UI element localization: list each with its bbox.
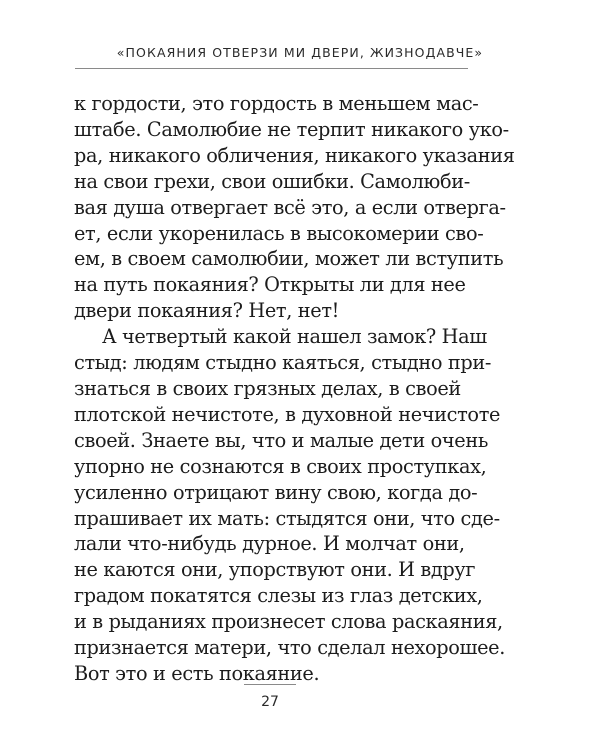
text-line: штабе. Самолюбие не терпит никакого уко- xyxy=(74,117,509,141)
text-line: лали что-нибудь дурное. И молчат они, xyxy=(74,532,465,556)
text-line: стыд: людям стыдно каяться, стыдно при- xyxy=(74,351,492,375)
text-line: и в рыданиях произнесет слова раскаяния, xyxy=(74,610,503,634)
text-line: признается матери, что сделал нехорошее. xyxy=(74,636,506,660)
page-body xyxy=(74,91,515,687)
text-line: плотской нечистоте, в духовной нечистоте xyxy=(74,402,501,426)
text-line: вая душа отвергает всё это, а если отверга- xyxy=(74,195,506,219)
footer-divider xyxy=(244,684,296,685)
header-divider xyxy=(75,68,468,69)
text-line: на свои грехи, свои ошибки. Самолюби- xyxy=(74,169,470,193)
text-line: ем, в своем самолюбии, может ли вступить xyxy=(74,247,504,271)
running-header: «ПОКАЯНИЯ ОТВЕРЗИ МИ ДВЕРИ, ЖИЗНОДАВЧЕ» xyxy=(116,45,484,60)
text-line: ет, если укоренилась в высокомерии сво- xyxy=(74,221,484,245)
text-line: ра, никакого обличения, никакого указания xyxy=(74,143,515,167)
text-line: не каются они, упорствуют они. И вдруг xyxy=(74,558,476,582)
text-line: А четвертый какой нашел замок? Наш xyxy=(102,325,487,349)
text-line: к гордости, это гордость в меньшем мас- xyxy=(74,92,479,115)
paragraph-1 xyxy=(74,91,515,324)
text-line: упорно не сознаются в своих проступках, xyxy=(74,454,487,478)
text-line: двери покаяния? Нет, нет! xyxy=(74,299,340,323)
text-line: усиленно отрицают вину свою, когда до- xyxy=(74,480,478,504)
page-number: 27 xyxy=(261,694,279,710)
text-line: знаться в своих грязных делах, в своей xyxy=(74,376,461,400)
text-line: градом покатятся слезы из глаз детских, xyxy=(74,584,483,608)
text-line: на путь покаяния? Открыты ли для нее xyxy=(74,273,466,297)
paragraph-2 xyxy=(74,324,506,687)
text-line: своей. Знаете вы, что и малые дети очень xyxy=(74,428,489,452)
text-line: Вот это и есть покаяние. xyxy=(74,661,320,685)
text-line: прашивает их мать: стыдятся они, что сде- xyxy=(74,506,500,530)
